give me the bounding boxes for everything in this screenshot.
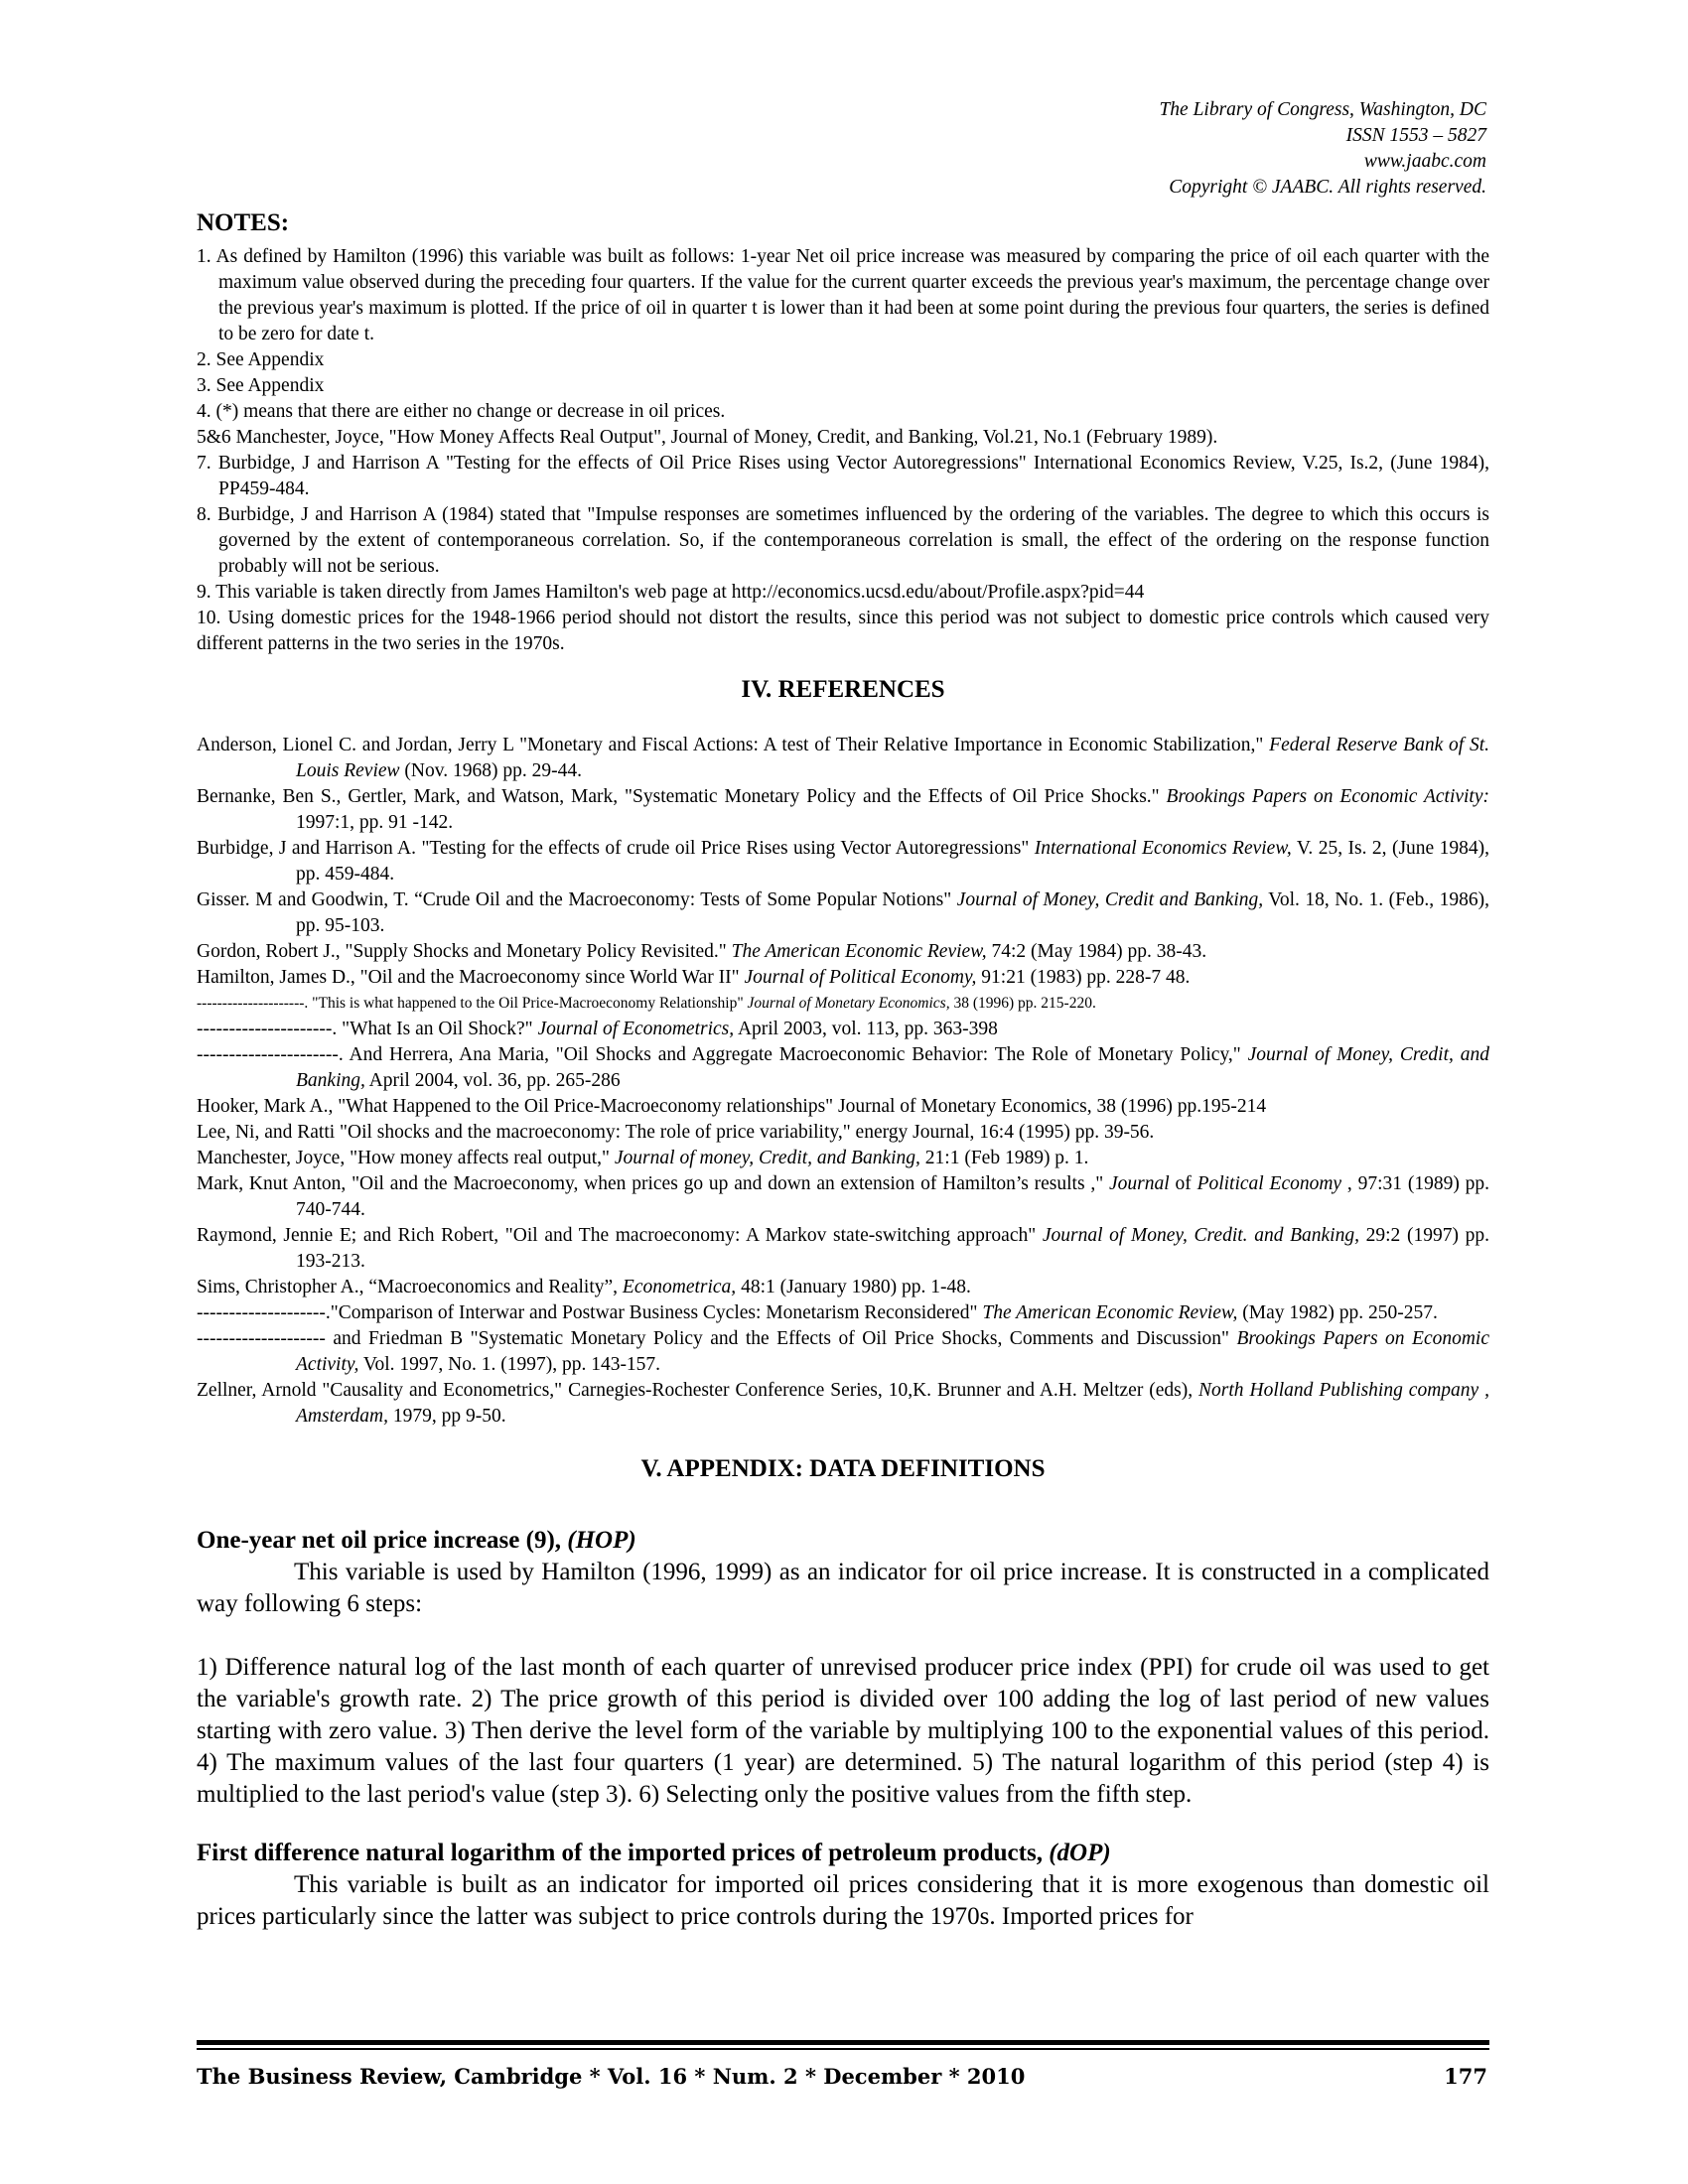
reference-text: Mark, Knut Anton, "Oil and the Macroeconomy, when prices go up and down an extension of Hamilton’s results ," [197,1173,1110,1194]
footer-rule-thin [197,2048,1489,2050]
reference-item [197,991,1489,1017]
hop-subheading [197,1526,636,1556]
footer-citation: The Business Review, Cambridge * Vol. 16 * Num. 2 * December * 2010 [197,2064,1026,2089]
reference-text: 21:1 (Feb 1989) p. 1. [919,1148,1089,1168]
note-item: 1. As defined by Hamilton (1996) this variable was built as follows: 1-year Net oil price increase was measured by comparing the price of oil each quarter with the maximum value observed during the preceding four quarters. If the value for the current quarter exceeds the previous year's maximum, the percentage change over the previous year's maximum is plotted. If the price of oil in quarter t is lower than it had been at some point during the previous four quarters, the series is defined to be zero for date t. [197,246,1489,344]
reference-source: Brookings Papers on Economic Activity, [296,1328,1490,1375]
reference-text: Gisser. M and Goodwin, T. “Crude Oil and the Macroeconomy: Tests of Some Popular Notions" [197,889,957,910]
hop-subheading-text: One-year net oil price increase (9), [197,1527,568,1554]
reference-source: Journal [1109,1173,1170,1194]
header-line-4: Copyright © JAABC. All rights reserved. [1169,177,1486,198]
reference-text: April 2003, vol. 113, pp. 363-398 [734,1019,998,1039]
reference-text: 1997:1, pp. 91 -142. [296,812,454,833]
footer-rule-thick [197,2040,1489,2045]
reference-item [197,1017,1489,1042]
reference-source: North Holland Publishing company , Amsterdam, [296,1380,1489,1427]
hop-subheading-abbrev: (HOP) [567,1527,636,1554]
header-line-1: The Library of Congress, Washington, DC [1159,99,1486,120]
reference-item [197,1120,1489,1146]
reference-text: ---------------------. "What Is an Oil Shock?" [197,1019,538,1039]
reference-item [197,1042,1489,1094]
dop-paragraph-1: This variable is built as an indicator for imported oil prices considering that it is more exogenous than domestic oil prices particularly since the latter was subject to price controls during the 1970s. Imported prices for [197,1871,1489,1930]
reference-source: Federal Reserve Bank of St. Louis Review [296,735,1489,781]
reference-text: (May 1982) pp. 250-257. [1237,1302,1438,1323]
note-item: 5&6 Manchester, Joyce, "How Money Affects Real Output", Journal of Money, Credit, and Banking, Vol.21, No.1 (February 1989). [197,427,1218,448]
reference-text: of [1169,1173,1197,1194]
reference-text: Lee, Ni, and Ratti "Oil shocks and the macroeconomy: The role of price variability," energy Journal, 16:4 (1995) pp. 39-56. [197,1122,1155,1143]
reference-text: 91:21 (1983) pp. 228-7 48. [976,967,1191,988]
reference-text: 48:1 (January 1980) pp. 1-48. [736,1277,971,1297]
reference-text: ----------------------. And Herrera, Ana Maria, "Oil Shocks and Aggregate Macroeconomic Behavior: The Role of Monetary Policy," [197,1044,1248,1065]
reference-source: Journal of Political Economy, [744,967,977,988]
reference-source: The American Economic Review, [731,941,987,962]
reference-item [197,1275,1489,1300]
reference-item [197,836,1489,887]
reference-item [197,1300,1489,1326]
reference-text: Manchester, Joyce, "How money affects real output," [197,1148,615,1168]
reference-source: Journal of Money, Credit, and Banking, [296,1044,1489,1091]
reference-text: 74:2 (May 1984) pp. 38-43. [986,941,1207,962]
reference-text: Bernanke, Ben S., Gertler, Mark, and Watson, Mark, "Systematic Monetary Policy and the Effects of Oil Price Shocks." [197,786,1167,807]
journal-header [1159,97,1486,201]
reference-source: Journal of Econometrics, [537,1019,735,1039]
reference-item [197,1094,1489,1120]
dop-subheading-text: First difference natural logarithm of the imported prices of petroleum products, [197,1840,1050,1866]
reference-item [197,939,1489,965]
note-item: 4. (*) means that there are either no change or decrease in oil prices. [197,401,726,422]
dop-subheading-abbrev: (dOP) [1049,1840,1111,1866]
reference-text: April 2004, vol. 36, pp. 265-286 [364,1070,621,1091]
reference-text: 29:2 (1997) pp. 193-213. [296,1225,1489,1272]
references-list [197,733,1489,1430]
reference-text: (Nov. 1968) pp. 29-44. [399,760,582,781]
reference-text: V. 25, Is. 2, (June 1984), pp. 459-484. [296,838,1490,885]
reference-text: 38 (1996) pp. 215-220. [949,995,1096,1012]
header-line-3: www.jaabc.com [1363,151,1486,172]
reference-text: Burbidge, J and Harrison A. "Testing for the effects of crude oil Price Rises using Vector Autoregressions" [197,838,1035,859]
reference-item [197,1146,1489,1171]
reference-source: Political Economy [1196,1173,1342,1194]
header-line-2: ISSN 1553 – 5827 [1345,125,1486,146]
hop-paragraph-2: 1) Difference natural log of the last month of each quarter of unrevised producer price index (PPI) for crude oil was used to get the variable's growth rate. 2) The price growth of this period is divided over 100 adding the log of last period of new values starting with zero value. 3) Then derive the level form of the variable by multiplying 100 to the exponential values of this period. 4) The maximum values of the last four quarters (1 year) are determined. 5) The natural logarithm of this period (step 4) is multiplied to the last period's value (step 3). 6) Selecting only the positive values from the fifth step. [197,1654,1489,1808]
reference-source: Journal of Money, Credit and Banking, [956,889,1264,910]
reference-item [197,965,1489,991]
reference-text: Hooker, Mark A., "What Happened to the Oil Price-Macroeconomy relationships" Journal of Monetary Economics, 38 (1996) pp.195-214 [197,1096,1267,1117]
reference-text: Gordon, Robert J., "Supply Shocks and Monetary Policy Revisited." [197,941,732,962]
note-item: 7. Burbidge, J and Harrison A "Testing for the effects of Oil Price Rises using Vector Autoregressions" International Economics Review, V.25, Is.2, (June 1984), PP459-484. [197,453,1489,499]
reference-text: 1979, pp 9-50. [387,1406,506,1427]
dop-body [197,1869,1489,1933]
reference-item [197,1326,1489,1378]
reference-text: --------------------."Comparison of Interwar and Postwar Business Cycles: Monetarism Reconsidered" [197,1302,983,1323]
reference-text: , 97:31 (1989) pp. 740-744. [296,1173,1489,1220]
note-item: 3. See Appendix [197,375,325,396]
reference-source: Brookings Papers on Economic Activity: [1166,786,1489,807]
appendix-heading: V. APPENDIX: DATA DEFINITIONS [640,1455,1046,1482]
reference-source: The American Economic Review, [982,1302,1238,1323]
reference-text: Vol. 18, No. 1. (Feb., 1986), pp. 95-103. [296,889,1490,936]
hop-paragraph-1: This variable is used by Hamilton (1996, 1999) as an indicator for oil price increase. It is constructed in a complicated way following 6 steps: [197,1559,1489,1617]
reference-source: Journal of money, Credit, and Banking, [614,1148,920,1168]
reference-text: ---------------------. "This is what happened to the Oil Price-Macroeconomy Relationship" [197,995,748,1012]
reference-text: -------------------- and Friedman B "Systematic Monetary Policy and the Effects of Oil Price Shocks, Comments and Discussion" [197,1328,1237,1349]
reference-source: Journal of Money, Credit. and Banking, [1042,1225,1359,1246]
note-item: 2. See Appendix [197,349,325,370]
reference-text: Anderson, Lionel C. and Jordan, Jerry L "Monetary and Fiscal Actions: A test of Their Relative Importance in Economic Stabilization," [197,735,1270,755]
notes-title: NOTES: [197,209,290,236]
reference-item [197,1171,1489,1223]
references-heading: IV. REFERENCES [741,676,945,703]
reference-source: Econometrica, [622,1277,737,1297]
note-item: 8. Burbidge, J and Harrison A (1984) stated that "Impulse responses are sometimes influenced by the ordering of the variables. The degree to which this occurs is governed by the extent of contemporaneous correlation. So, if the contemporaneous correlation is small, the effect of the ordering on the response function probably will not be serious. [197,504,1489,577]
dop-subheading [197,1839,1111,1868]
reference-item [197,1223,1489,1275]
hop-body [197,1557,1489,1811]
reference-item [197,887,1489,939]
reference-text: Vol. 1997, No. 1. (1997), pp. 143-157. [358,1354,661,1375]
note-item: 9. This variable is taken directly from James Hamilton's web page at http://economics.ucsd.edu/about/Profile.aspx?pid=44 [197,582,1145,603]
notes-list [197,244,1489,657]
page-number: 177 [1444,2064,1487,2089]
reference-item [197,784,1489,836]
reference-source: Journal of Monetary Economics, [747,995,950,1012]
reference-source: International Economics Review, [1034,838,1292,859]
reference-text: Sims, Christopher A., “Macroeconomics and Reality”, [197,1277,623,1297]
reference-item [197,1378,1489,1430]
note-item: 10. Using domestic prices for the 1948-1966 period should not distort the results, since this period was not subject to domestic price controls which caused very different patterns in the two series in the 1970s. [197,608,1489,654]
reference-text: Hamilton, James D., "Oil and the Macroeconomy since World War II" [197,967,745,988]
reference-text: Raymond, Jennie E; and Rich Robert, "Oil and The macroeconomy: A Markov state-switching approach" [197,1225,1043,1246]
reference-text: Zellner, Arnold "Causality and Econometrics," Carnegies-Rochester Conference Series, 10,K. Brunner and A.H. Meltzer (eds), [197,1380,1199,1401]
reference-item [197,733,1489,784]
